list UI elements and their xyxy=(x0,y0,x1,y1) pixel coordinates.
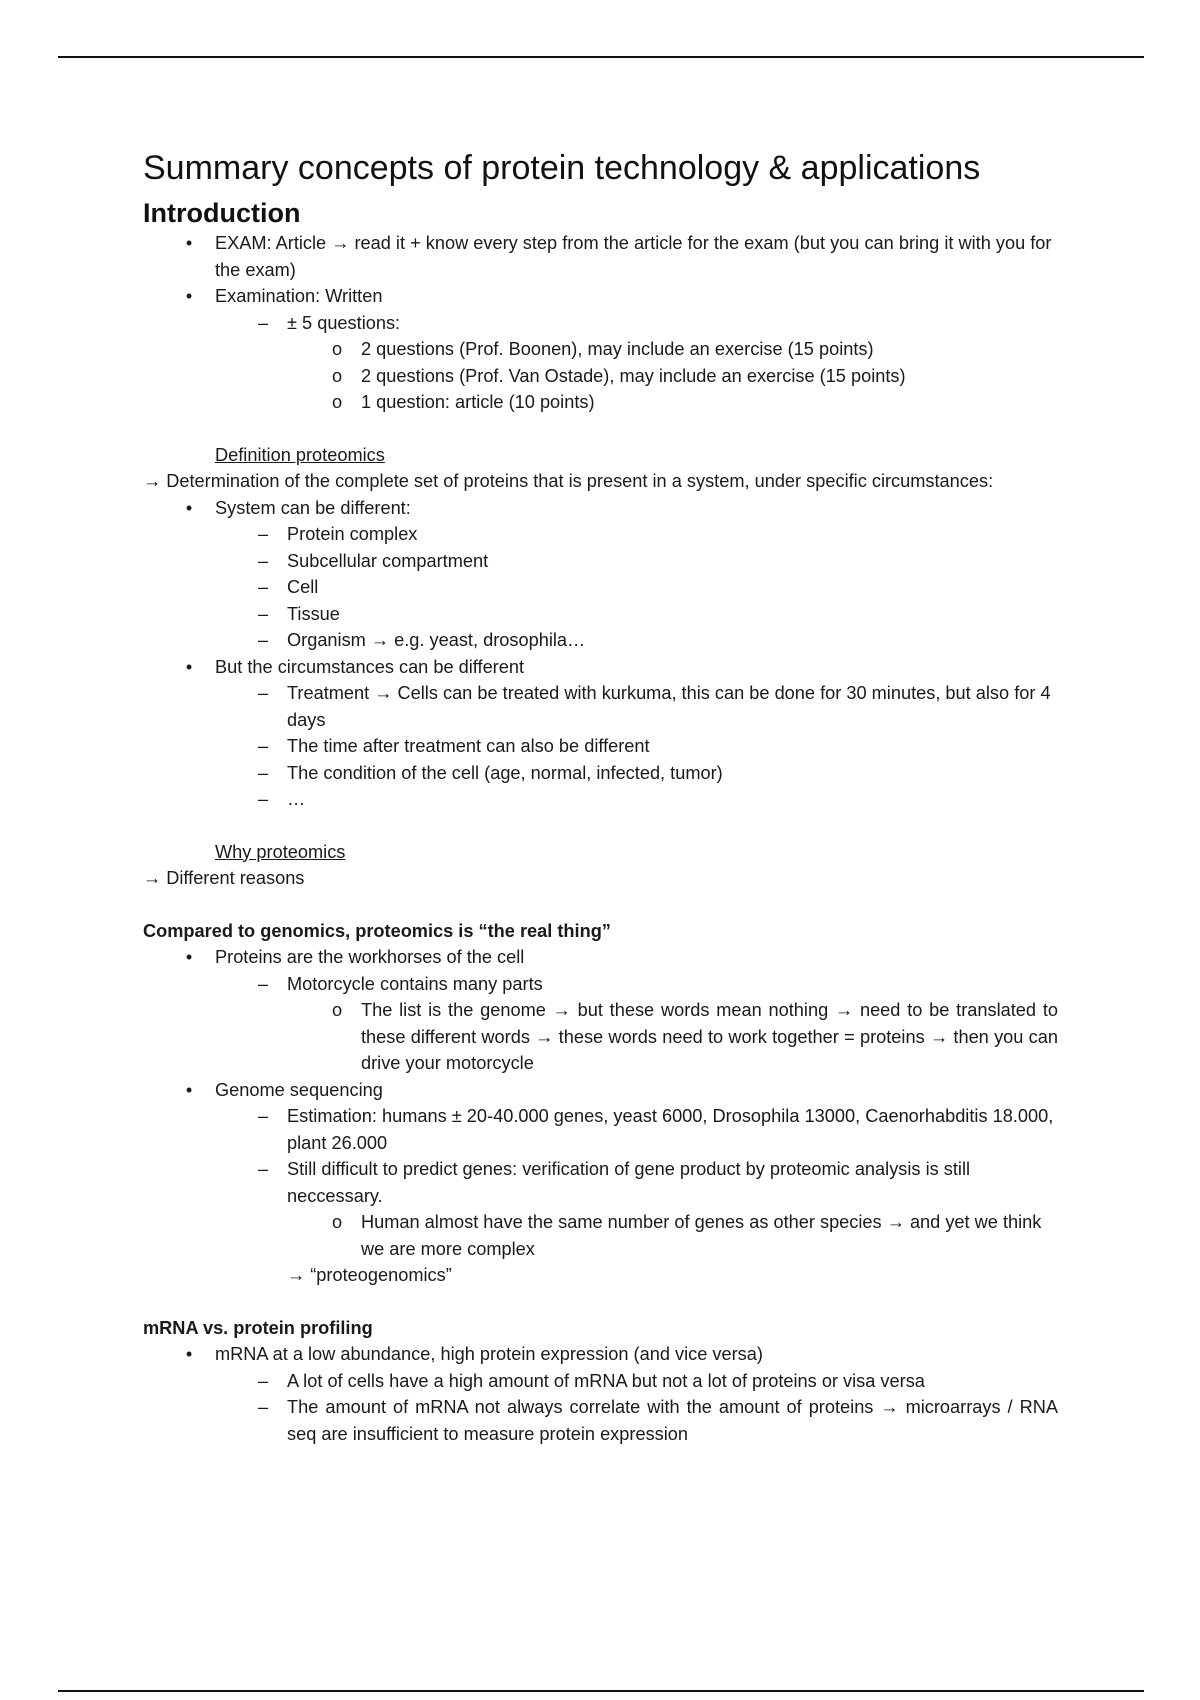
circle-marker: o xyxy=(331,339,343,359)
dash-marker: – xyxy=(257,789,269,809)
list-item: • Proteins are the workhorses of the cell xyxy=(143,944,1058,971)
dash-marker: – xyxy=(257,1397,269,1417)
list-item: – Treatment → Cells can be treated with kurkuma, this can be done for 30 minutes, but also for 4 days xyxy=(143,680,1058,733)
list-item: – Cell xyxy=(143,574,1058,601)
circle-marker: o xyxy=(331,1212,343,1232)
list-item: – The time after treatment can also be different xyxy=(143,733,1058,760)
list-item: – … xyxy=(143,786,1058,813)
bullet-marker: • xyxy=(185,286,193,306)
heading-introduction: Introduction xyxy=(143,198,301,228)
why-text: → Different reasons xyxy=(143,868,305,888)
heading-why-proteomics: Why proteomics xyxy=(215,841,346,862)
list-item: – Tissue xyxy=(143,601,1058,628)
dash-marker: – xyxy=(257,524,269,544)
dash-marker: – xyxy=(257,603,269,624)
dash-marker: – xyxy=(257,630,269,650)
footer-rule xyxy=(58,1690,1144,1692)
list-item: – Subcellular compartment xyxy=(143,548,1058,575)
document-title: Summary concepts of protein technology & applications xyxy=(143,149,981,187)
dash-marker: – xyxy=(257,577,269,597)
list-item: o 2 questions (Prof. Boonen), may include an exercise (15 points) xyxy=(143,336,1058,363)
list-item: o 1 question: article (10 points) xyxy=(143,389,1058,416)
dash-marker: – xyxy=(257,312,269,333)
dash-marker: – xyxy=(257,1370,269,1391)
document-page xyxy=(143,140,1058,1447)
list-item: – ± 5 questions: xyxy=(143,310,1058,337)
list-item: • EXAM: Article → read it + know every step from the article for the exam (but you can bring it with you for the exam) xyxy=(143,230,1058,283)
definition-text: → Determination of the complete set of proteins that is present in a system, under specific circumstances: xyxy=(143,471,994,491)
list-item: – Protein complex xyxy=(143,521,1058,548)
list-item: • Genome sequencing xyxy=(143,1077,1058,1104)
list-item: – Motorcycle contains many parts xyxy=(143,971,1058,998)
dash-marker: – xyxy=(257,1106,269,1126)
list-item: – The amount of mRNA not always correlate with the amount of proteins → microarrays / RNA seq are insufficient to measure protein expression xyxy=(143,1394,1058,1447)
list-item: – Still difficult to predict genes: verification of gene product by proteomic analysis is still neccessary. xyxy=(143,1156,1058,1209)
circle-marker: o xyxy=(331,365,343,386)
dash-marker: – xyxy=(257,736,269,756)
dash-marker: – xyxy=(257,973,269,994)
bullet-marker: • xyxy=(185,233,193,253)
dash-marker: – xyxy=(257,762,269,783)
bullet-marker: • xyxy=(185,1079,193,1100)
dash-marker: – xyxy=(257,683,269,703)
list-item: • System can be different: xyxy=(143,495,1058,522)
bullet-marker: • xyxy=(185,1344,193,1364)
dash-marker: – xyxy=(257,1159,269,1179)
heading-mrna-protein-profiling: mRNA vs. protein profiling xyxy=(143,1317,373,1338)
list-item: • Examination: Written xyxy=(143,283,1058,310)
list-item: • mRNA at a low abundance, high protein expression (and vice versa) xyxy=(143,1341,1058,1368)
list-item: o Human almost have the same number of genes as other species → and yet we think we are more complex xyxy=(143,1209,1058,1262)
circle-marker: o xyxy=(331,392,343,412)
bullet-marker: • xyxy=(185,947,193,967)
bullet-marker: • xyxy=(185,656,193,677)
dash-marker: – xyxy=(257,550,269,571)
heading-definition-proteomics: Definition proteomics xyxy=(215,444,385,465)
circle-marker: o xyxy=(331,1000,343,1020)
list-item: • But the circumstances can be different xyxy=(143,654,1058,681)
list-item: o The list is the genome → but these words mean nothing → need to be translated to these different words → these words need to work together = proteins → then you can drive your motorcycle xyxy=(143,997,1058,1077)
heading-compared-genomics: Compared to genomics, proteomics is “the real thing” xyxy=(143,920,611,941)
list-item: o 2 questions (Prof. Van Ostade), may include an exercise (15 points) xyxy=(143,363,1058,390)
list-item: – Estimation: humans ± 20-40.000 genes, yeast 6000, Drosophila 13000, Caenorhabditis 18.000, plant 26.000 xyxy=(143,1103,1058,1156)
bullet-marker: • xyxy=(185,497,193,518)
list-item: – The condition of the cell (age, normal, infected, tumor) xyxy=(143,760,1058,787)
list-item: – A lot of cells have a high amount of mRNA but not a lot of proteins or visa versa xyxy=(143,1368,1058,1395)
list-item: – Organism → e.g. yeast, drosophila… xyxy=(143,627,1058,654)
proteogenomics-note: → “proteogenomics” xyxy=(287,1265,452,1285)
header-rule xyxy=(58,56,1144,58)
